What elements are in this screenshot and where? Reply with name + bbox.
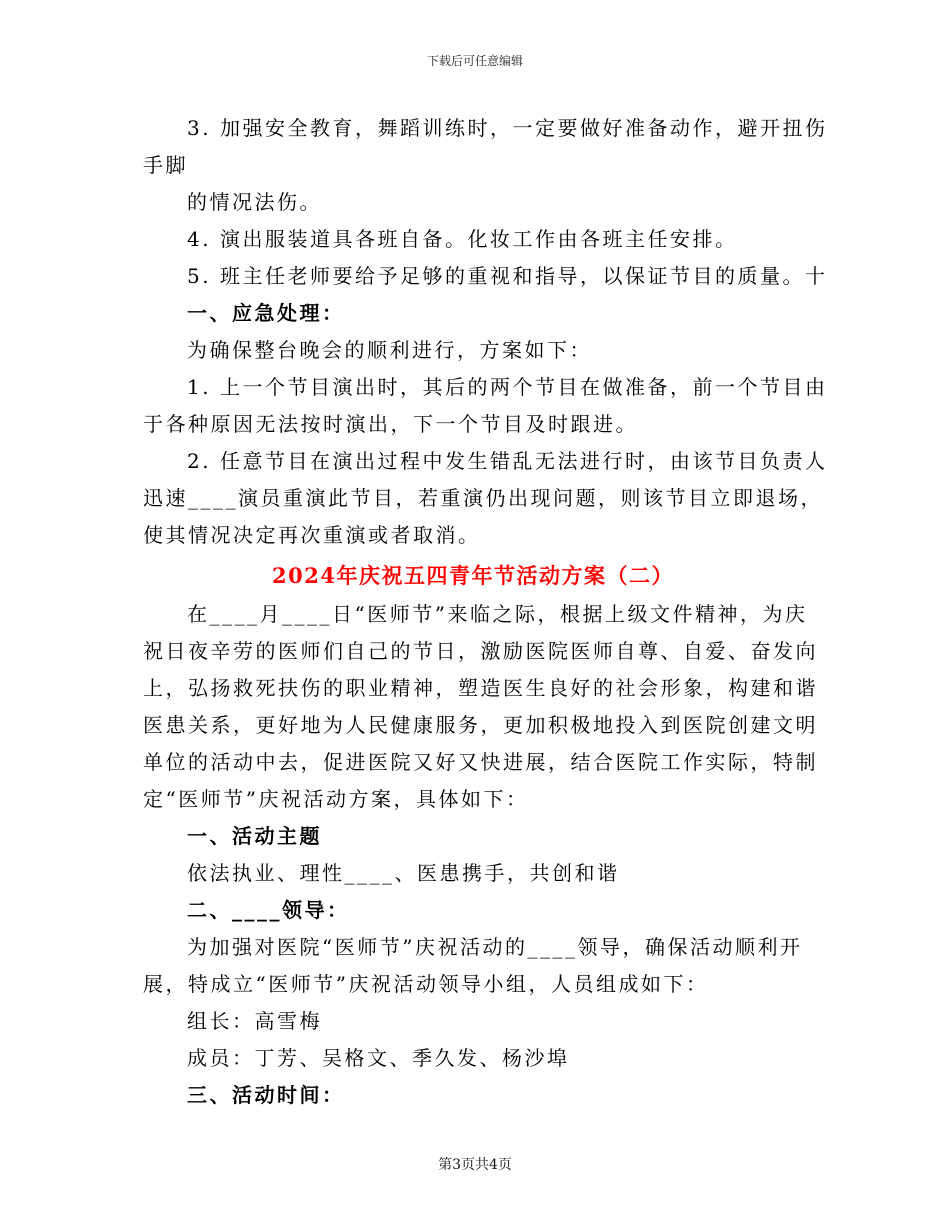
paragraph: 的情况法伤。 bbox=[187, 190, 322, 214]
section-heading: 一、应急处理： bbox=[187, 301, 345, 325]
paragraph: 2. 任意节目在演出过程中发生错乱无法进行时，由该节目负责人 bbox=[187, 449, 828, 473]
paragraph: 单位的活动中去，促进医院又好又快进展，结合医院工作实际，特制 bbox=[143, 750, 818, 774]
paragraph: 在____月____日“医师节”来临之际，根据上级文件精神，为庆 bbox=[187, 602, 808, 626]
paragraph: 展，特成立“医师节”庆祝活动领导小组，人员组成如下： bbox=[143, 972, 709, 996]
document-body bbox=[143, 110, 828, 1114]
paragraph: 成员：丁芳、吴格文、季久发、杨沙埠 bbox=[187, 1046, 570, 1070]
paragraph: 为确保整台晚会的顺利进行，方案如下： bbox=[187, 338, 592, 362]
paragraph: 1. 上一个节目演出时，其后的两个节目在做准备，前一个节目由 bbox=[187, 375, 828, 399]
paragraph: 手脚 bbox=[143, 153, 188, 177]
paragraph: 使其情况决定再次重演或者取消。 bbox=[143, 523, 481, 547]
paragraph: 祝日夜辛劳的医师们自己的节日，激励医院医师自尊、自爱、奋发向 bbox=[143, 639, 818, 663]
paragraph: 5. 班主任老师要给予足够的重视和指导，以保证节目的质量。十 bbox=[187, 264, 828, 288]
paragraph: 为加强对医院“医师节”庆祝活动的____领导，确保活动顺利开 bbox=[187, 935, 803, 959]
paragraph: 4. 演出服装道具各班自备。化妆工作由各班主任安排。 bbox=[187, 227, 738, 251]
page-number: 第3页共4页 bbox=[438, 1157, 512, 1173]
paragraph: 医患关系，更好地为人民健康服务，更加积极地投入到医院创建文明 bbox=[143, 713, 818, 737]
header-note: 下载后可任意编辑 bbox=[426, 54, 523, 68]
paragraph: 3. 加强安全教育，舞蹈训练时，一定要做好准备动作，避开扭伤 bbox=[187, 116, 828, 140]
paragraph: 依法执业、理性____、医患携手，共创和谐 bbox=[187, 861, 620, 885]
paragraph: 上，弘扬救死扶伤的职业精神，塑造医生良好的社会形象，构建和谐 bbox=[143, 676, 818, 700]
paragraph: 定“医师节”庆祝活动方案，具体如下： bbox=[143, 787, 529, 811]
section-heading: 一、活动主题 bbox=[187, 824, 322, 848]
section-heading: 二、____领导： bbox=[187, 898, 350, 922]
section-heading: 三、活动时间： bbox=[187, 1083, 345, 1107]
paragraph: 于各种原因无法按时演出，下一个节目及时跟进。 bbox=[143, 412, 638, 436]
document-title: 2024年庆祝五四青年节活动方案（二） bbox=[272, 563, 674, 588]
paragraph: 组长：高雪梅 bbox=[187, 1009, 322, 1033]
paragraph: 迅速____演员重演此节目，若重演仍出现问题，则该节目立即退场， bbox=[143, 486, 823, 510]
